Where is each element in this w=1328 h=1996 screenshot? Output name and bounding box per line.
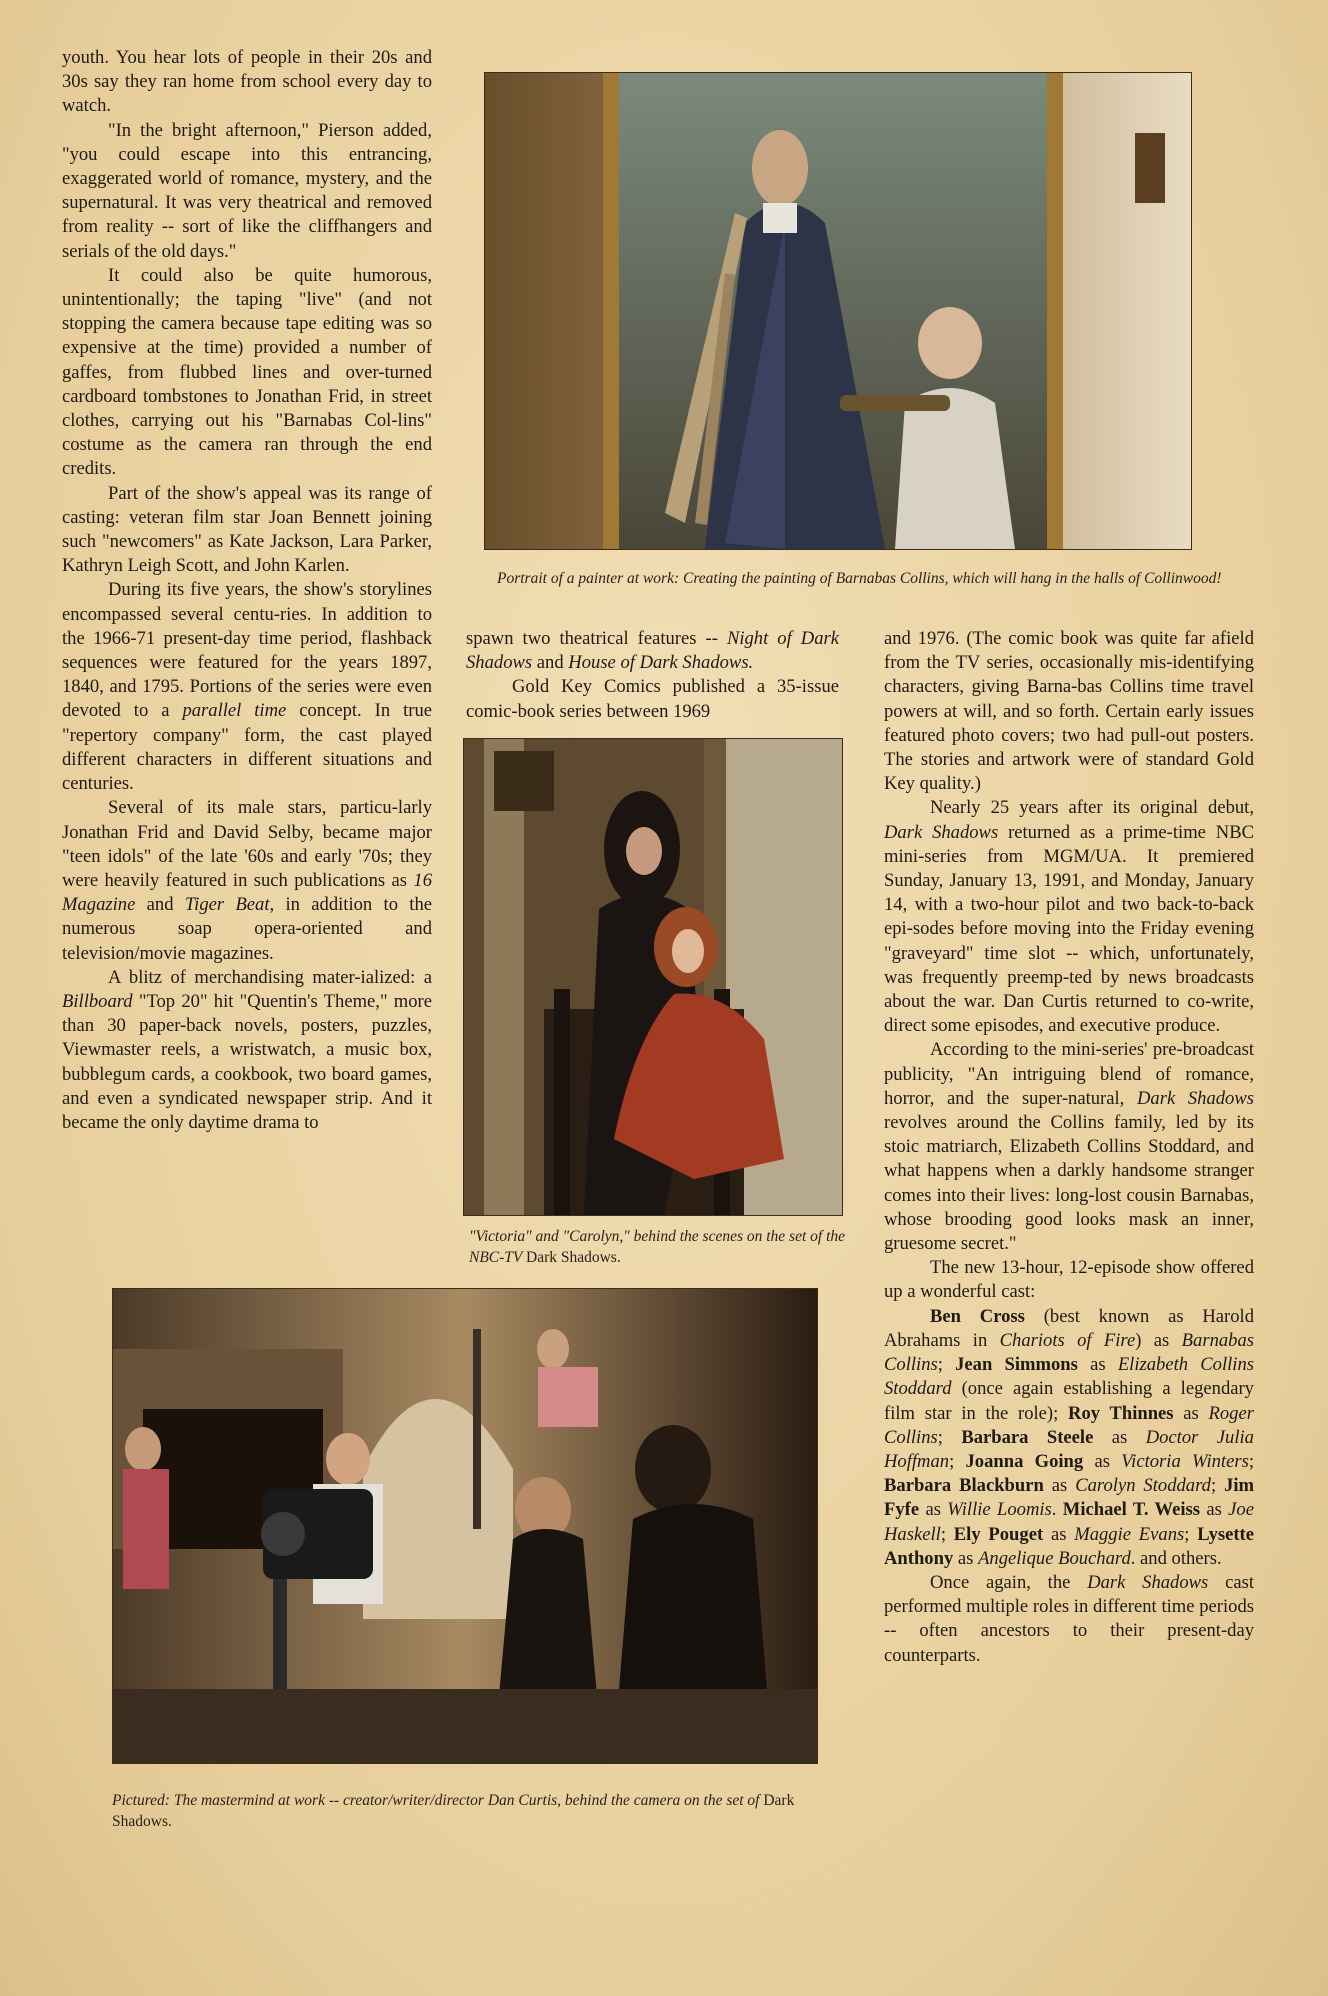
paragraph: youth. You hear lots of people in their 20s and 30s say they ran home from school every day to watch. — [62, 47, 432, 117]
article-column-2 — [466, 627, 839, 724]
article-column-1 — [62, 46, 432, 1135]
paragraph: Ben Cross (best known as Harold Abrahams in Chariots of Fire) as Barnabas Collins; Jean Simmons as Elizabeth Collins Stoddard (once again establishing a legendary film star in the role); Roy Thinnes as Roger Collins; Barbara Steele as Doctor Julia Hoffman; Joanna Going as Victoria Winters; Barbara Blackburn as Carolyn Stoddard; Jim Fyfe as Willie Loomis. Michael T. Weiss as Joe Haskell; Ely Pouget as Maggie Evans; Lysette Anthony as Angelique Bouchard. and others. — [884, 1305, 1255, 1569]
paragraph: The new 13-hour, 12-episode show offered up a wonderful cast: — [884, 1257, 1254, 1303]
painter-photo-illustration — [485, 73, 1191, 549]
paragraph: "In the bright afternoon," Pierson added, "you could escape into this entrancing, exaggerated world of romance, mystery, and the supernatural. It was very theatrical and removed from reality -- sort of like the cliffhangers and serials of the old days." — [62, 119, 432, 262]
paragraph: Part of the show's appeal was its range of casting: veteran film star Joan Bennett joining such "newcomers" as Kate Jackson, Lara Parker, Kathryn Leigh Scott, and John Karlen. — [62, 482, 432, 577]
victoria-carolyn-photo-illustration — [464, 739, 842, 1215]
photo-victoria-carolyn — [463, 738, 843, 1216]
paragraph: and 1976. (The comic book was quite far afield from the TV series, occasionally mis-identifying characters, giving Barna-bas Collins time travel powers at will, and so forth. Certain early issues featured photo covers; two had pull-out posters. The stories and artwork were of standard Gold Key quality.) — [884, 628, 1254, 795]
article-column-3 — [884, 627, 1254, 1668]
paragraph: Several of its male stars, particu-larly Jonathan Frid and David Selby, became major "teen idols" of the late '60s and early '70s; they were heavily featured in such publications as 16 Magazine and Tiger Beat, in addition to the numerous soap opera-oriented and television/movie magazines. — [62, 797, 433, 964]
paragraph: According to the mini-series' pre-broadcast publicity, "An intriguing blend of romance, horror, and the super-natural, Dark Shadows revolves around the Collins family, led by its stoic matriarch, Elizabeth Collins Stoddard, and what happens when a darkly handsome stranger comes into their lives: long-lost cousin Barnabas, whose brooding good looks mask an inner, gruesome secret." — [884, 1039, 1254, 1255]
caption-painter: Portrait of a painter at work: Creating the painting of Barnabas Collins, which will hang in the halls of Collinwood! — [497, 570, 1222, 587]
paragraph: Nearly 25 years after its original debut, Dark Shadows returned as a prime-time NBC mini-series from MGM/UA. It premiered Sunday, January 13, 1991, and Monday, January 14, with a two-hour pilot and two back-to-back epi-sodes before moving into the Friday evening "graveyard" time slot -- which, unfortunately, was frequently preemp-ted by news broadcasts about the war. Dan Curtis returned to co-write, direct some episodes, and executive produce. — [884, 797, 1255, 1037]
paragraph: It could also be quite humorous, unintentionally; the taping "live" (and not stopping the camera because tape editing was so expensive at the time) provided a number of gaffes, from flubbed lines and over-turned cardboard tombstones to Jonathan Frid, in street clothes, carrying out his "Barnabas Col-lins" costume as the camera ran through the end credits. — [62, 264, 432, 480]
caption-dan-curtis: Pictured: The mastermind at work -- creator/writer/director Dan Curtis, behind the camera on the set of Dark Shadows. — [112, 1792, 795, 1830]
dan-curtis-photo-illustration — [113, 1289, 817, 1763]
paragraph: spawn two theatrical features -- Night of Dark Shadows and House of Dark Shadows. — [466, 628, 839, 674]
photo-painter-at-work — [484, 72, 1192, 550]
caption-victoria-carolyn: "Victoria" and "Carolyn," behind the scenes on the set of the NBC-TV Dark Shadows. — [469, 1228, 846, 1266]
paragraph: During its five years, the show's storylines encompassed several centu-ries. In addition to the 1966-71 present-day time period, flashback sequences were featured for the years 1897, 1840, and 1795. Portions of the series were even devoted to a parallel time concept. In true "repertory company" form, the cast played different characters in different situations and centuries. — [62, 579, 432, 795]
paragraph: Gold Key Comics published a 35-issue comic-book series between 1969 — [466, 676, 839, 722]
paragraph: Once again, the Dark Shadows cast performed multiple roles in different time periods -- often ancestors to their present-day counterparts. — [884, 1571, 1254, 1666]
paragraph: A blitz of merchandising mater-ialized: a Billboard "Top 20" hit "Quentin's Theme," more than 30 paper-back novels, posters, puzzles, Viewmaster reels, a wristwatch, a music box, bubblegum cards, a cookbook, two board games, and even a syndicated newspaper strip. And it became the only daytime drama to — [62, 966, 432, 1133]
photo-dan-curtis — [112, 1288, 818, 1764]
